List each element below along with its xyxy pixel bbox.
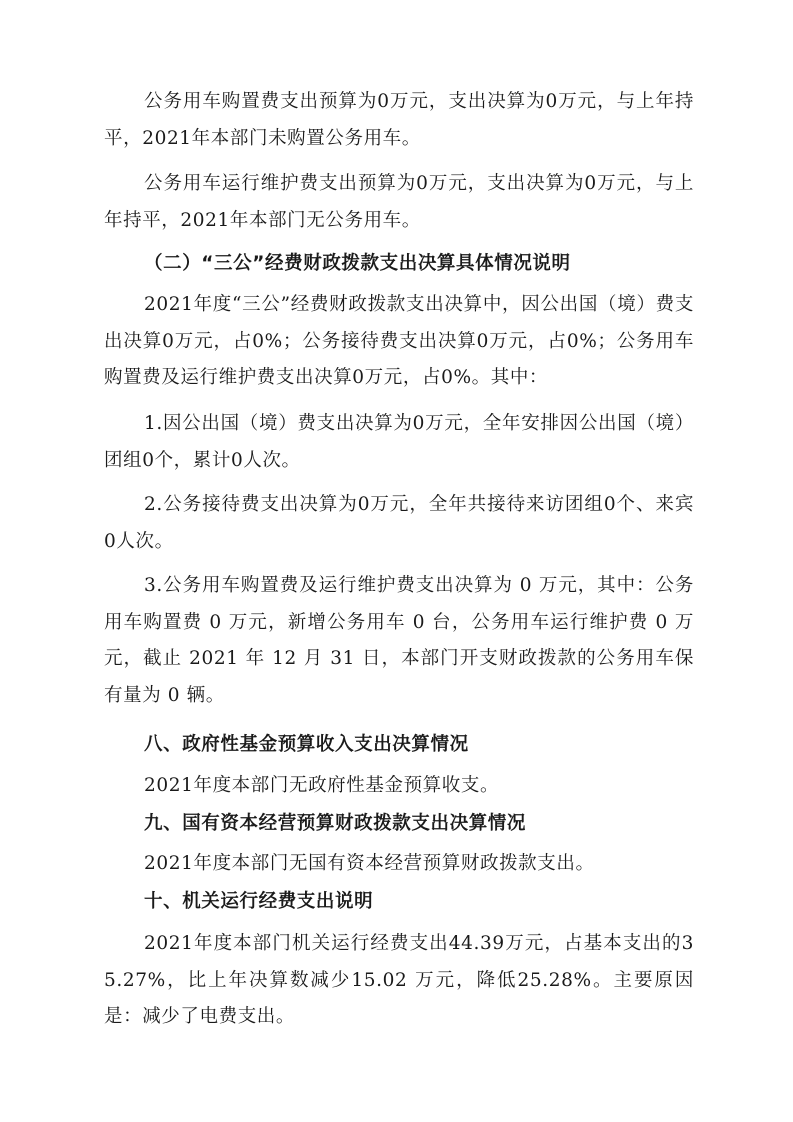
paragraph-vehicle-purchase: 公务用车购置费支出预算为0万元，支出决算为0万元，与上年持平，2021年本部门未购置公务用车。 [104, 91, 694, 149]
paragraph-item-2: 2.公务接待费支出决算为0万元，全年共接待来访团组0个、来宾0人次。 [104, 494, 694, 552]
heading-three-public-detail: （二）“三公”经费财政拨款支出决算具体情况说明 [144, 253, 571, 274]
paragraph-three-public-summary: 2021年度“三公”经费财政拨款支出决算中，因公出国（境）费支出决算0万元，占0%；公务接待费支出决算0万元，占0%；公务用车购置费及运行维护费支出决算0万元，占0%。其中： [104, 294, 694, 388]
paragraph-gov-fund: 2021年度本部门无政府性基金预算收支。 [144, 775, 500, 796]
paragraph-item-3: 3.公务用车购置费及运行维护费支出决算为 0 万元，其中：公务用车购置费 0 万元，新增公务用车 0 台，公务用车运行维护费 0 万元，截止 2021 年 12 月 31 日，本部门开支财政拨款的公务用车保有量为 0 辆。 [104, 575, 694, 706]
paragraph-state-capital: 2021年度本部门无国有资本经营预算财政拨款支出。 [144, 853, 595, 874]
heading-section-9: 九、国有资本经营预算财政拨款支出决算情况 [144, 813, 527, 834]
paragraph-item-1: 1.因公出国（境）费支出决算为0万元，全年安排因公出国（境）团组0个，累计0人次。 [104, 413, 694, 471]
paragraph-operating-cost: 2021年度本部门机关运行经费支出44.39万元，占基本支出的35.27%，比上年决算数减少15.02 万元，降低25.28%。主要原因是：减少了电费支出。 [104, 933, 694, 1027]
heading-section-10: 十、机关运行经费支出说明 [144, 891, 374, 912]
heading-section-8: 八、政府性基金预算收入支出决算情况 [144, 734, 469, 755]
paragraph-vehicle-maintenance: 公务用车运行维护费支出预算为0万元，支出决算为0万元，与上年持平，2021年本部门无公务用车。 [104, 173, 694, 231]
